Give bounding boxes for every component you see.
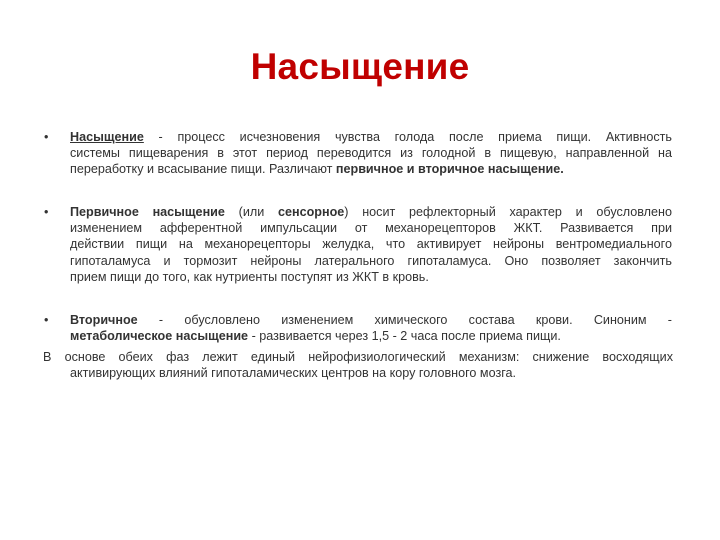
term-satiation: Насыщение [70, 130, 144, 144]
bullet-line [70, 204, 672, 220]
bullet-line: гипоталамуса и тормозит нейроны латерального гипоталамуса. Оно позволяет закончить [70, 253, 672, 268]
bullet-line: изменением афферентной импульсации от механорецепторов ЖКТ. Развивается при [70, 221, 672, 236]
bullet-text: ) носит рефлекторный характер и обусловлено [344, 205, 672, 219]
bullet-line [70, 312, 672, 328]
bullet-text: - обусловлено изменением химического состава крови. Синоним - [137, 313, 672, 327]
conclusion-paragraph [43, 349, 673, 381]
bullet-dot-icon: • [44, 205, 49, 219]
bullet-dot-icon: • [44, 313, 49, 327]
conclusion-line: активирующих влияний гипоталамических центров на кору головного мозга. [70, 366, 517, 381]
bullet-dot-icon: • [44, 130, 49, 144]
bullet-item-primary [44, 204, 672, 285]
bullet-line: прием пищи до того, как нутриенты поступят из ЖКТ в кровь. [70, 269, 429, 284]
bullet-text: (или [224, 205, 278, 219]
bullet-item-satiation [44, 129, 672, 178]
bullet-line [70, 161, 672, 177]
term-sensory: сенсорное [277, 205, 345, 219]
bullet-text: - развивается через 1,5 - 2 часа после приема пищи. [248, 329, 561, 344]
term-primary: Первичное насыщение [70, 205, 225, 219]
bullet-line: действии пищи на механорецепторы желудка, что активирует нейроны вентромедиального [70, 237, 672, 252]
bullet-line: системы пищеварения в этот период переводится из голодной в пищевую, направленной на [70, 146, 672, 161]
conclusion-line: В основе обеих фаз лежит единый нейрофизиологический механизм: снижение восходящих [43, 350, 673, 364]
bullet-line [70, 129, 672, 145]
slide-title: Насыщение [250, 46, 470, 87]
bullet-line [70, 328, 672, 344]
bullet-text: - процесс исчезновения чувства голода после приема пищи. Активность [143, 130, 672, 144]
term-metabolic: метаболическое насыщение [70, 329, 249, 344]
bullet-text: переработку и всасывание пищи. Различают [70, 162, 336, 177]
emphasis-text: первичное и вторичное насыщение. [335, 162, 564, 177]
term-secondary: Вторичное [70, 313, 138, 327]
bullet-item-secondary [44, 312, 672, 344]
